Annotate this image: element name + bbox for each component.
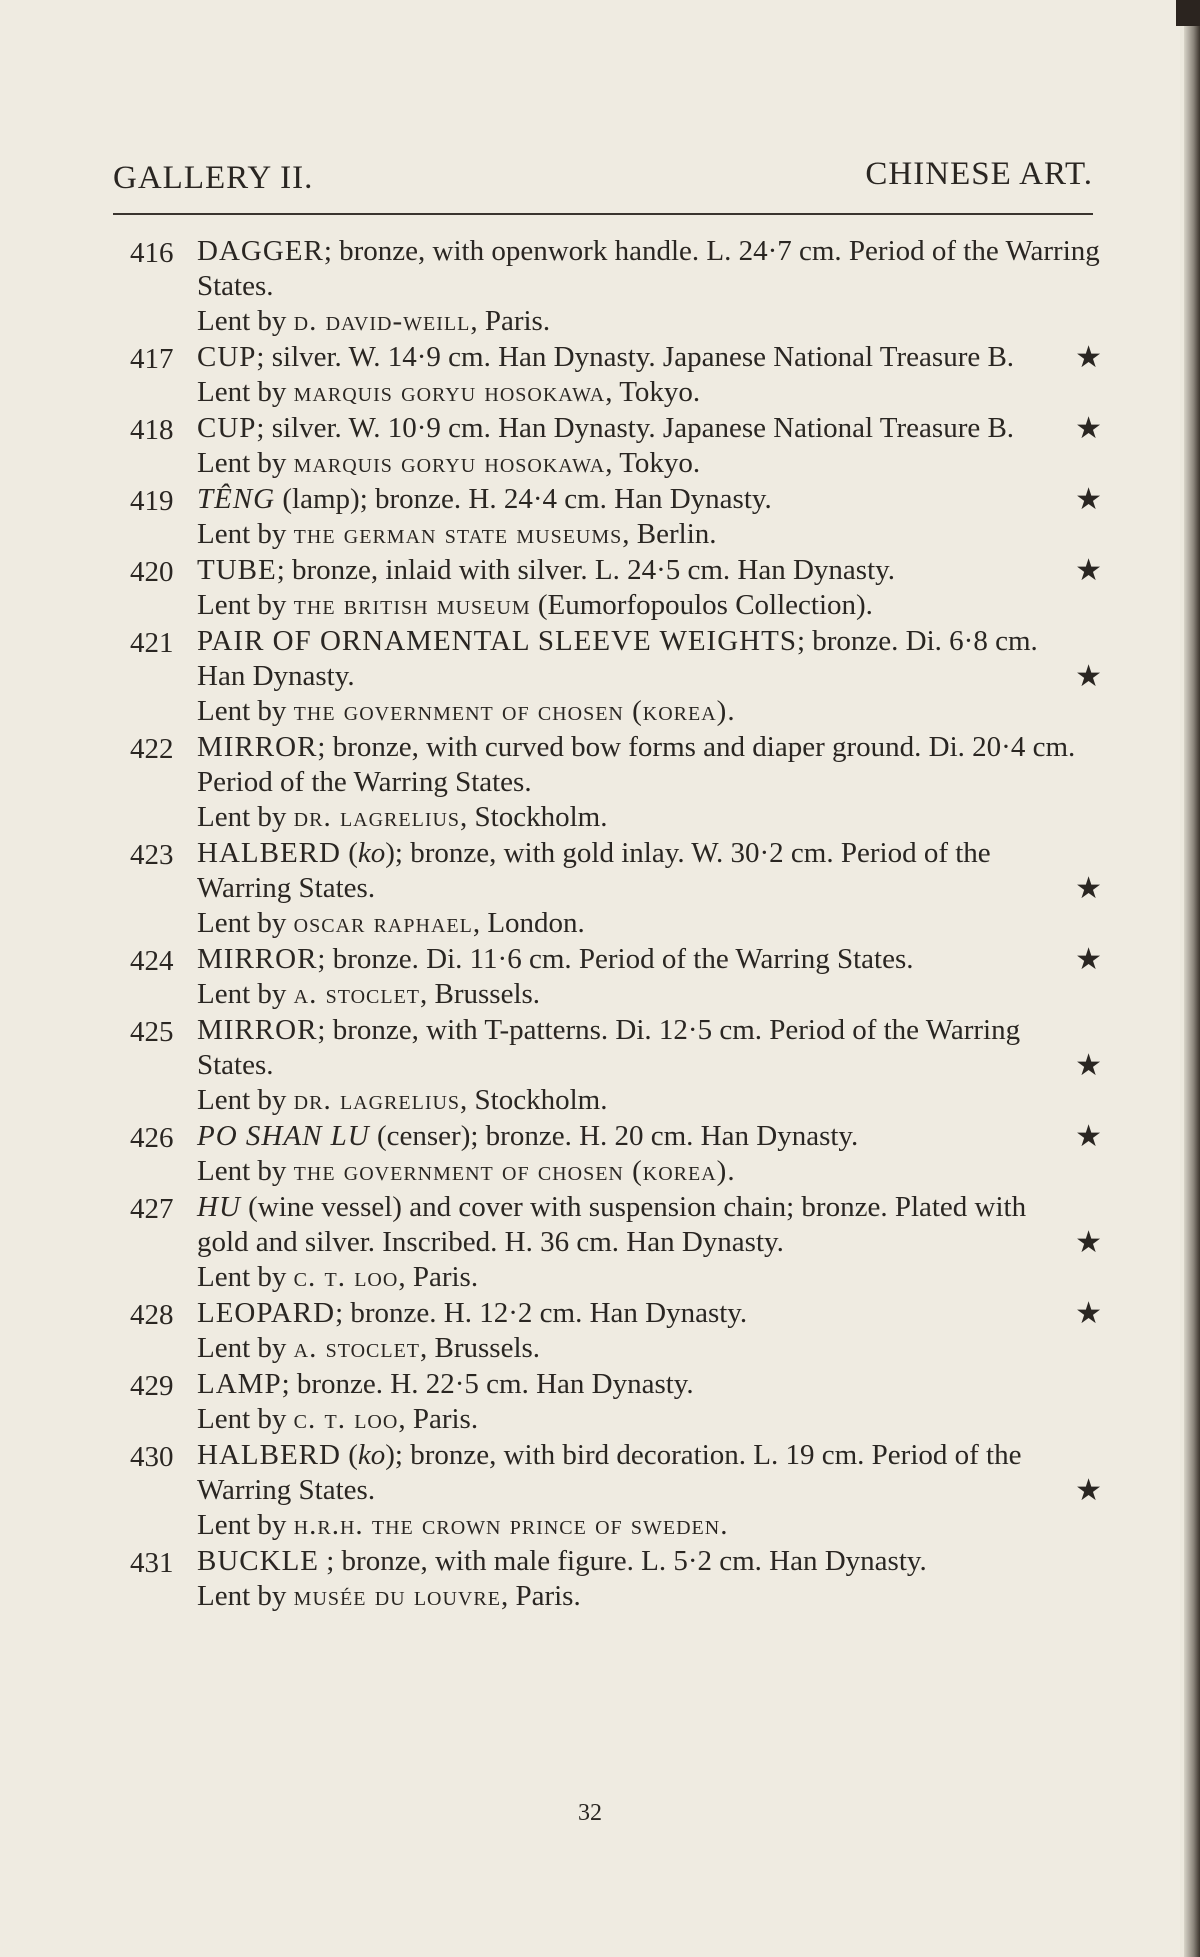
catalogue-entry — [130, 836, 1102, 941]
entry-title: DAGGER — [197, 235, 324, 267]
lender-name: the government of chosen (korea) — [293, 695, 728, 727]
entry-lender-line — [197, 977, 1102, 1012]
entry-lender-line — [197, 1402, 1102, 1437]
star-icon: ★ — [1075, 872, 1102, 905]
entry-title: PO SHAN LU — [197, 1120, 370, 1152]
entry-number: 423 — [130, 839, 174, 871]
catalogue-entry — [130, 411, 1102, 481]
lender-name: the government of chosen (korea) — [293, 1155, 728, 1187]
lent-by-label: Lent by — [197, 518, 287, 550]
entry-number: 426 — [130, 1122, 174, 1154]
entry-chinese-term: ko — [357, 1439, 386, 1471]
entry-details: ; bronze, with T-patterns. Di. 12·5 cm. Period of the Warring States. — [197, 1014, 1021, 1081]
entry-details: (censer); bronze. H. 20 cm. Han Dynasty. — [369, 1120, 859, 1152]
entry-number: 425 — [130, 1016, 174, 1048]
entry-description — [197, 553, 1102, 588]
entry-details: (lamp); bronze. H. 24·4 cm. Han Dynasty. — [275, 483, 772, 515]
entry-number: 429 — [130, 1370, 174, 1402]
lender-name: marquis goryu hosokawa — [293, 447, 606, 479]
entry-details: ); bronze, with bird decoration. L. 19 cm. Period of the Warring States. — [197, 1439, 1022, 1506]
entry-description — [197, 1367, 1102, 1402]
entry-description — [197, 1013, 1102, 1083]
entry-details: ; bronze. H. 12·2 cm. Han Dynasty. — [335, 1297, 748, 1329]
lent-by-label: Lent by — [197, 1261, 287, 1293]
lender-name: h.r.h. the crown prince of sweden — [293, 1509, 721, 1541]
entry-details: ; bronze. Di. 6·8 cm. Han Dynasty. — [197, 625, 1038, 692]
page-number: 32 — [578, 1800, 602, 1826]
entry-lender-line — [197, 800, 1102, 835]
lender-place: , Tokyo. — [605, 376, 701, 408]
lent-by-label: Lent by — [197, 1403, 287, 1435]
lent-by-label: Lent by — [197, 447, 287, 479]
running-header — [113, 156, 1093, 204]
entry-lender-line — [197, 1579, 1102, 1614]
catalogue-entry — [130, 234, 1102, 339]
star-icon: ★ — [1075, 483, 1102, 516]
catalogue-entry — [130, 1296, 1102, 1366]
lender-place: (Eumorfopoulos Collection). — [530, 589, 873, 621]
entry-lender-line — [197, 906, 1102, 941]
page-corner — [1176, 0, 1200, 26]
entry-description — [197, 836, 1102, 906]
lender-name: d. david-weill — [293, 305, 471, 337]
lender-place: , Paris. — [470, 305, 551, 337]
entry-description — [197, 482, 1102, 517]
star-icon: ★ — [1075, 1226, 1102, 1259]
catalogue-entry — [130, 1438, 1102, 1543]
lender-name: the british museum — [293, 589, 531, 621]
lent-by-label: Lent by — [197, 1332, 287, 1364]
lent-by-label: Lent by — [197, 907, 287, 939]
lent-by-label: Lent by — [197, 589, 287, 621]
lender-name: a. stoclet — [293, 1332, 421, 1364]
page-edge — [1184, 0, 1200, 1957]
entry-description — [197, 1119, 1102, 1154]
entry-lender-line — [197, 1154, 1102, 1189]
entry-number: 428 — [130, 1299, 174, 1331]
entry-description — [197, 340, 1102, 375]
entry-title: PAIR OF ORNAMENTAL SLEEVE WEIGHTS — [197, 625, 797, 657]
entry-title: CUP — [197, 341, 257, 373]
entry-description — [197, 1544, 1102, 1579]
entry-details: ; silver. W. 10·9 cm. Han Dynasty. Japanese National Treasure B. — [256, 412, 1015, 444]
entry-title: MIRROR — [197, 1014, 318, 1046]
lender-name: oscar raphael — [293, 907, 473, 939]
entry-title: LAMP — [197, 1368, 282, 1400]
entry-description — [197, 942, 1102, 977]
entry-lender-line — [197, 588, 1102, 623]
lender-place: , Stockholm. — [460, 801, 608, 833]
entry-lender-line — [197, 375, 1102, 410]
lent-by-label: Lent by — [197, 376, 287, 408]
entry-number: 421 — [130, 627, 174, 659]
entry-number: 420 — [130, 556, 174, 588]
catalogue-entry — [130, 482, 1102, 552]
catalogue-entry — [130, 1367, 1102, 1437]
star-icon: ★ — [1075, 1474, 1102, 1507]
entry-description — [197, 624, 1102, 694]
lent-by-label: Lent by — [197, 1084, 287, 1116]
entry-title: BUCKLE — [197, 1545, 319, 1577]
catalogue-entry — [130, 1544, 1102, 1614]
entry-description — [197, 1438, 1102, 1508]
lent-by-label: Lent by — [197, 695, 287, 727]
entry-details: ; bronze, with curved bow forms and diaper ground. Di. 20·4 cm. Period of the Warring States. — [197, 731, 1076, 798]
catalogue-entries — [130, 234, 1102, 1615]
lender-place: . — [720, 1509, 728, 1541]
catalogue-entry — [130, 942, 1102, 1012]
entry-title: LEOPARD — [197, 1297, 336, 1329]
entry-details: ; bronze. Di. 11·6 cm. Period of the Warring States. — [317, 943, 914, 975]
entry-description — [197, 730, 1102, 800]
entry-title: HALBERD — [197, 837, 341, 869]
entry-number: 430 — [130, 1441, 174, 1473]
entry-details: ; bronze, with male figure. L. 5·2 cm. Han Dynasty. — [319, 1545, 927, 1577]
lent-by-label: Lent by — [197, 978, 287, 1010]
lender-name: the german state museums — [293, 518, 623, 550]
lender-place: , Paris. — [500, 1580, 581, 1612]
entry-number: 416 — [130, 237, 174, 269]
entry-number: 419 — [130, 485, 174, 517]
catalogue-entry — [130, 624, 1102, 729]
entry-lender-line — [197, 1260, 1102, 1295]
entry-title: MIRROR — [197, 731, 318, 763]
entry-number: 417 — [130, 343, 174, 375]
lender-place: , Paris. — [398, 1261, 479, 1293]
entry-title: TUBE — [197, 554, 277, 586]
star-icon: ★ — [1075, 1120, 1102, 1153]
star-icon: ★ — [1075, 943, 1102, 976]
entry-number: 418 — [130, 414, 174, 446]
entry-details: ; silver. W. 14·9 cm. Han Dynasty. Japanese National Treasure B. — [256, 341, 1015, 373]
entry-title: MIRROR — [197, 943, 318, 975]
lender-name: c. t. loo — [293, 1403, 399, 1435]
entry-title: TÊNG — [197, 483, 276, 515]
lent-by-label: Lent by — [197, 1155, 287, 1187]
entry-lender-line — [197, 694, 1102, 729]
star-icon: ★ — [1075, 554, 1102, 587]
catalogue-entry — [130, 553, 1102, 623]
lender-name: dr. lagrelius — [293, 1084, 461, 1116]
lender-place: . — [727, 1155, 735, 1187]
entry-lender-line — [197, 1508, 1102, 1543]
star-icon: ★ — [1075, 341, 1102, 374]
lender-name: marquis goryu hosokawa — [293, 376, 606, 408]
entry-lender-line — [197, 304, 1102, 339]
lender-name: dr. lagrelius — [293, 801, 461, 833]
entry-lender-line — [197, 1083, 1102, 1118]
lender-place: , Brussels. — [420, 1332, 541, 1364]
entry-description — [197, 411, 1102, 446]
lender-name: a. stoclet — [293, 978, 421, 1010]
catalogue-entry — [130, 340, 1102, 410]
lent-by-label: Lent by — [197, 305, 287, 337]
header-rule — [113, 213, 1093, 215]
lender-place: , Brussels. — [420, 978, 541, 1010]
lender-place: , Berlin. — [622, 518, 717, 550]
entry-details: ; bronze, with openwork handle. L. 24·7 cm. Period of the Warring States. — [197, 235, 1100, 302]
lender-place: , London. — [472, 907, 585, 939]
lender-name: musée du louvre — [293, 1580, 501, 1612]
lender-place: , Tokyo. — [605, 447, 701, 479]
entry-description — [197, 1190, 1102, 1260]
lent-by-label: Lent by — [197, 1509, 287, 1541]
entry-number: 422 — [130, 733, 174, 765]
entry-description — [197, 1296, 1102, 1331]
catalogue-entry — [130, 730, 1102, 835]
entry-number: 431 — [130, 1547, 174, 1579]
entry-details: ; bronze. H. 22·5 cm. Han Dynasty. — [281, 1368, 694, 1400]
header-section: CHINESE ART. — [865, 156, 1093, 192]
lender-place: . — [727, 695, 735, 727]
star-icon: ★ — [1075, 1049, 1102, 1082]
entry-lender-line — [197, 446, 1102, 481]
header-gallery: GALLERY II. — [113, 160, 314, 196]
entry-lender-line — [197, 1331, 1102, 1366]
entry-paren: ( — [340, 837, 358, 869]
entry-details: ; bronze, inlaid with silver. L. 24·5 cm. Han Dynasty. — [276, 554, 895, 586]
entry-number: 427 — [130, 1193, 174, 1225]
entry-paren: ( — [340, 1439, 358, 1471]
entry-details: (wine vessel) and cover with suspension chain; bronze. Plated with gold and silver. Inscribed. H. 36 cm. Han Dynasty. — [197, 1191, 1027, 1258]
catalogue-entry — [130, 1013, 1102, 1118]
catalogue-entry — [130, 1119, 1102, 1189]
entry-lender-line — [197, 517, 1102, 552]
catalogue-entry — [130, 1190, 1102, 1295]
lender-place: , Stockholm. — [460, 1084, 608, 1116]
entry-title: HALBERD — [197, 1439, 341, 1471]
entry-title: HU — [197, 1191, 241, 1223]
entry-number: 424 — [130, 945, 174, 977]
star-icon: ★ — [1075, 412, 1102, 445]
star-icon: ★ — [1075, 1297, 1102, 1330]
lent-by-label: Lent by — [197, 1580, 287, 1612]
entry-description — [197, 234, 1102, 304]
lent-by-label: Lent by — [197, 801, 287, 833]
entry-title: CUP — [197, 412, 257, 444]
lender-place: , Paris. — [398, 1403, 479, 1435]
entry-details: ); bronze, with gold inlay. W. 30·2 cm. Period of the Warring States. — [197, 837, 991, 904]
star-icon: ★ — [1075, 660, 1102, 693]
entry-chinese-term: ko — [357, 837, 386, 869]
lender-name: c. t. loo — [293, 1261, 399, 1293]
